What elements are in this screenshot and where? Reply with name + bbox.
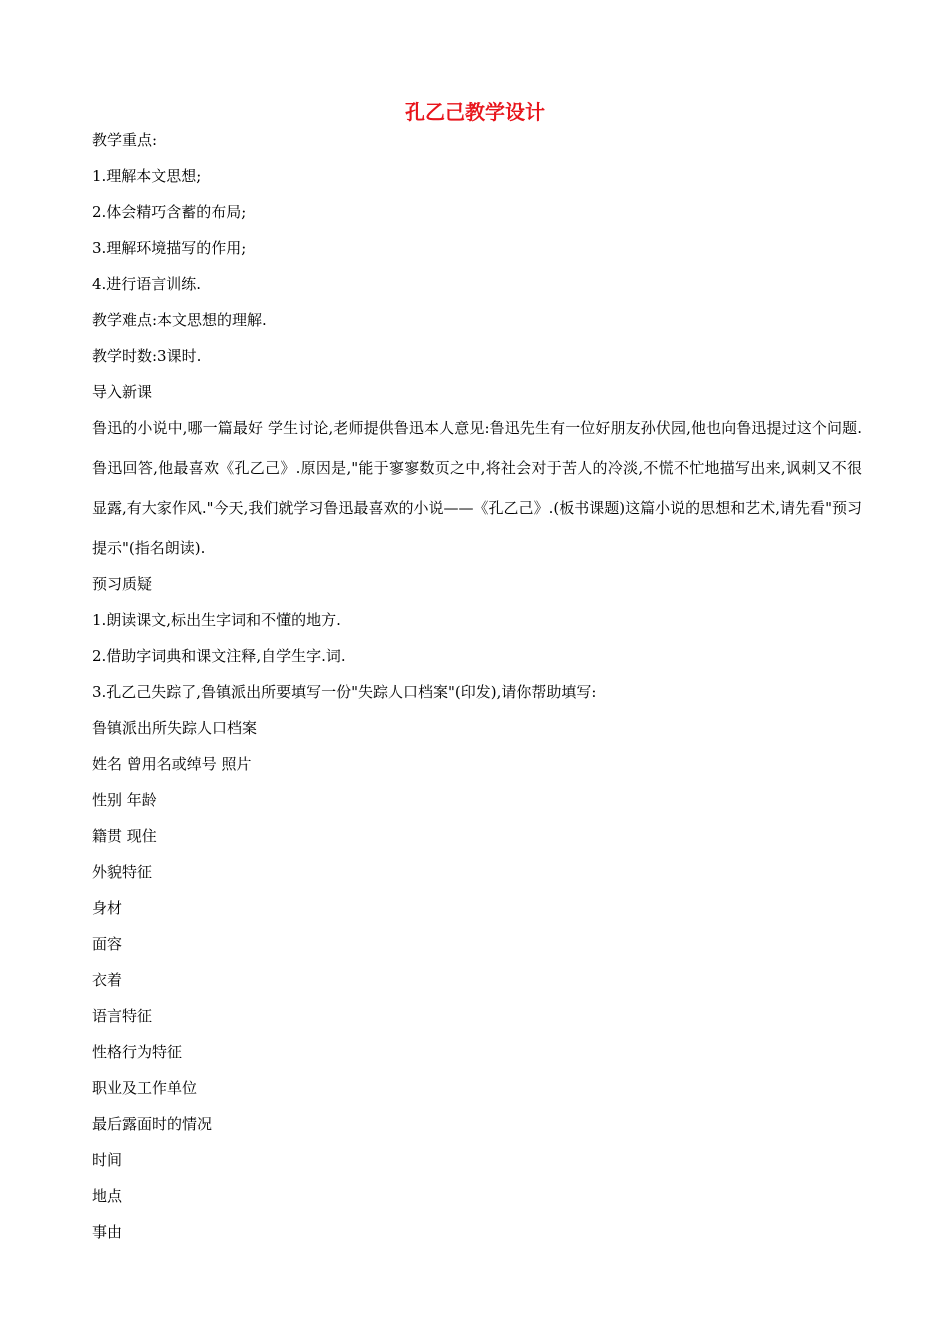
form-field-line: 职业及工作单位 bbox=[92, 1079, 198, 1097]
form-field-line: 外貌特征 bbox=[92, 863, 153, 881]
form-field-line: 籍贯 现住 bbox=[92, 827, 157, 845]
form-field-line: 语言特征 bbox=[92, 1007, 153, 1025]
text-line: 1.理解本文思想; bbox=[92, 167, 202, 185]
form-field-line: 性格行为特征 bbox=[92, 1043, 183, 1061]
text-line: 2.体会精巧含蓄的布局; bbox=[92, 203, 247, 221]
form-field-line: 最后露面时的情况 bbox=[92, 1115, 213, 1133]
form-field-line: 衣着 bbox=[92, 971, 123, 989]
document-body bbox=[92, 122, 862, 1250]
intro-paragraph: 鲁迅的小说中,哪一篇最好 学生讨论,老师提供鲁迅本人意见:鲁迅先生有一位好朋友孙伏园,他也向鲁迅提过这个问题.鲁迅回答,他最喜欢《孔乙己》.原因是,"能于寥寥数页之中,将社会对于苦人的冷淡,不慌不忙地描写出来,讽刺又不很显露,有大家作风."今天,我们就学习鲁迅最喜欢的小说——《孔乙己》.(板书课题)这篇小说的思想和艺术,请先看"预习提示"(指名朗读). bbox=[92, 419, 862, 557]
form-field-line: 身材 bbox=[92, 899, 123, 917]
text-line: 1.朗读课文,标出生字词和不懂的地方. bbox=[92, 611, 341, 629]
form-field-line: 地点 bbox=[92, 1187, 123, 1205]
text-line: 教学时数:3课时. bbox=[92, 347, 202, 365]
text-line: 3.孔乙己失踪了,鲁镇派出所要填写一份"失踪人口档案"(印发),请你帮助填写: bbox=[92, 683, 597, 701]
form-field-line: 性别 年龄 bbox=[92, 791, 157, 809]
form-field-line: 事由 bbox=[92, 1223, 123, 1241]
text-line: 教学重点: bbox=[92, 131, 158, 149]
form-field-line: 时间 bbox=[92, 1151, 123, 1169]
text-line: 教学难点:本文思想的理解. bbox=[92, 311, 267, 329]
text-line: 4.进行语言训练. bbox=[92, 275, 202, 293]
form-field-line: 姓名 曾用名或绰号 照片 bbox=[92, 755, 252, 773]
form-field-line: 面容 bbox=[92, 935, 123, 953]
form-heading: 鲁镇派出所失踪人口档案 bbox=[92, 719, 258, 737]
text-line: 2.借助字词典和课文注释,自学生字.词. bbox=[92, 647, 346, 665]
text-line: 3.理解环境描写的作用; bbox=[92, 239, 247, 257]
text-line: 预习质疑 bbox=[92, 575, 153, 593]
text-line: 导入新课 bbox=[92, 383, 153, 401]
document-title: 孔乙己教学设计 bbox=[405, 100, 545, 124]
